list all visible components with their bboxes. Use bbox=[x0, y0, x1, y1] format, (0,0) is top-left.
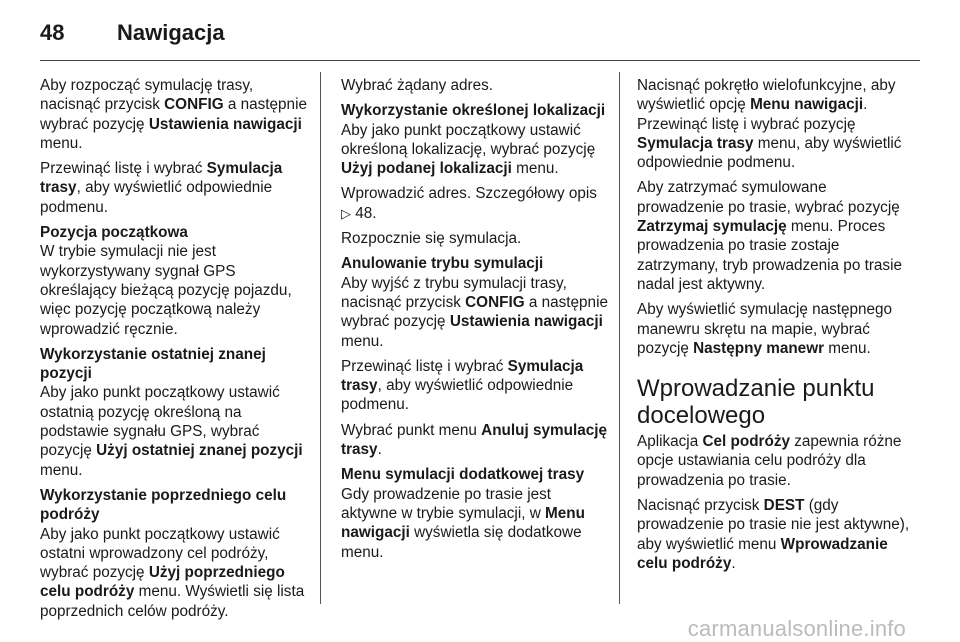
paragraph: Aby wyświetlić symulację następnego manewru skrętu na mapie, wybrać pozycję Następny manewr menu. bbox=[637, 301, 893, 357]
column-divider bbox=[320, 72, 321, 604]
paragraph: Przewinąć listę i wybrać Symulacja trasy, aby wyświetlić odpowiednie podmenu. bbox=[341, 357, 584, 414]
text-column-3 bbox=[637, 76, 912, 579]
column-divider bbox=[619, 72, 620, 604]
paragraph: Przewinąć listę i wybrać Symulacja trasy, aby wyświetlić odpowiednie podmenu. bbox=[40, 160, 283, 216]
page-number: 48 bbox=[40, 20, 65, 45]
paragraph: Aby zatrzymać symulowane prowadzenie po trasie, wybrać pozycję Zatrzymaj symulację menu. Proces prowadzenia po trasie zostaje zatrzymany, tryb prowadzenia po trasie nadal jest aktywny. bbox=[637, 179, 902, 293]
paragraph: Aplikacja Cel podróży zapewnia różne opcje ustawiania celu podróży dla prowadzenia po trasie. bbox=[637, 433, 902, 489]
paragraph: Aby wyjść z trybu symulacji trasy, nacisnąć przycisk CONFIG a następnie wybrać pozycję Ustawienia nawigacji menu. bbox=[341, 274, 608, 350]
paragraph: Wprowadzić adres. Szczegółowy opis ▷ 48. bbox=[341, 185, 597, 222]
subheading-previous-destination: Wykorzystanie poprzedniego celu podróży bbox=[40, 486, 287, 524]
paragraph: Aby jako punkt początkowy ustawić określoną lokalizację, wybrać pozycję Użyj podanej lokalizacji menu. bbox=[341, 121, 596, 178]
subheading-cancel-simulation: Anulowanie trybu symulacji bbox=[341, 255, 544, 273]
page-reference-icon[interactable]: ▷ bbox=[341, 205, 351, 221]
header-rule bbox=[40, 60, 920, 61]
paragraph: W trybie symulacji nie jest wykorzystywany sygnał GPS określający bieżącą pozycję pojazdu, więc pozycję początkową należy wprowadzić ręcznie. bbox=[40, 243, 292, 338]
paragraph: Aby jako punkt początkowy ustawić ostatni wprowadzony cel podróży, wybrać pozycję Użyj poprzedniego celu podróży menu. Wyświetli się lista poprzednich celów podróży. bbox=[40, 525, 305, 620]
page-reference[interactable]: 48. bbox=[351, 204, 377, 222]
section-title: Nawigacja bbox=[117, 20, 225, 45]
paragraph: Nacisnąć przycisk DEST (gdy prowadzenie po trasie nie jest aktywne), aby wyświetlić menu Wprowadzanie celu podróży. bbox=[637, 497, 910, 572]
text-column-2 bbox=[341, 76, 611, 568]
paragraph: Aby jako punkt początkowy ustawić ostatnią pozycję określoną na podstawie sygnału GPS, wybrać pozycję Użyj ostatniej znanej pozycji menu. bbox=[40, 384, 303, 479]
subheading-last-known-position: Wykorzystanie ostatniej znanej pozycji bbox=[40, 345, 266, 383]
paragraph: Wybrać punkt menu Anuluj symulację trasy. bbox=[341, 421, 607, 459]
paragraph: Aby rozpocząć symulację trasy, nacisnąć przycisk CONFIG a następnie wybrać pozycję Ustawienia nawigacji menu. bbox=[40, 77, 307, 152]
text-column-1 bbox=[40, 76, 310, 627]
paragraph: Gdy prowadzenie po trasie jest aktywne w trybie symulacji, w Menu nawigacji wyświetla się dodatkowe menu. bbox=[341, 485, 585, 561]
paragraph: Nacisnąć pokrętło wielofunkcyjne, aby wyświetlić opcję Menu nawigacji. Przewinąć listę i wybrać pozycję Symulacja trasy menu, aby wyświetlić odpowiednie podmenu. bbox=[637, 77, 902, 172]
paragraph: Wybrać żądany adres. bbox=[341, 77, 494, 94]
section-heading-destination-input: Wprowadzanie punktu docelowego bbox=[637, 375, 875, 430]
subheading-specific-location: Wykorzystanie określonej lokalizacji bbox=[341, 102, 606, 120]
page-header bbox=[40, 20, 225, 46]
watermark: carmanualsonline.info bbox=[687, 616, 906, 641]
paragraph: Rozpocznie się symulacja. bbox=[341, 230, 522, 248]
subheading-start-position: Pozycja początkowa bbox=[40, 224, 188, 242]
subheading-additional-menu: Menu symulacji dodatkowej trasy bbox=[341, 466, 585, 484]
